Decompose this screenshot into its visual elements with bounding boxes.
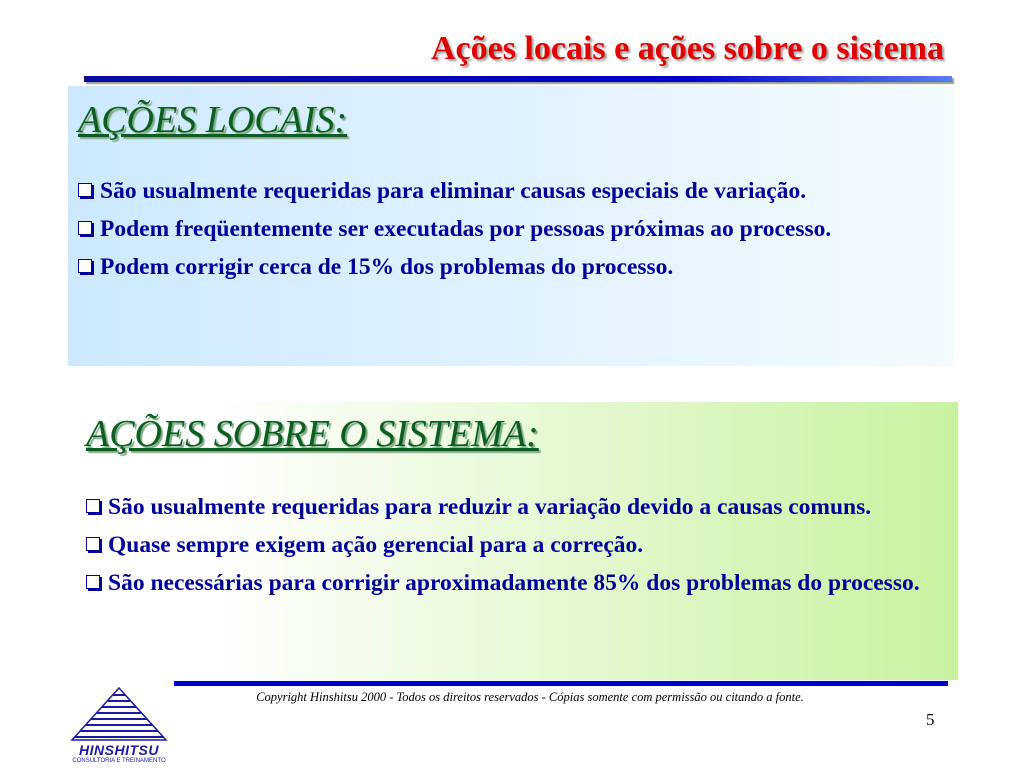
list-item [86, 564, 952, 602]
list-item [78, 210, 938, 248]
title-divider [84, 76, 952, 82]
pyramid-logo-icon [68, 686, 170, 744]
logo-wordmark: HINSHITSU [79, 742, 159, 758]
system-actions-panel [76, 402, 958, 680]
list-item [86, 488, 952, 526]
bullet-text: São necessárias para corrigir aproximadamente 85% dos problemas do processo. [108, 570, 920, 596]
bullet-text: Podem freqüentemente ser executadas por pessoas próximas ao processo. [100, 216, 832, 242]
bullet-text: Quase sempre exigem ação gerencial para a correção. [108, 532, 644, 558]
checkbox-bullet-icon [78, 183, 92, 197]
checkbox-bullet-icon [86, 499, 100, 513]
list-item [86, 526, 952, 564]
slide-title: Ações locais e ações sobre o sistema [430, 30, 944, 67]
checkbox-bullet-icon [78, 221, 92, 235]
page-number: 5 [926, 710, 935, 729]
bullet-text: São usualmente requeridas para eliminar causas especiais de variação. [100, 178, 807, 204]
bullet-text: São usualmente requeridas para reduzir a variação devido a causas comuns. [108, 494, 872, 520]
system-actions-list [86, 488, 952, 602]
checkbox-bullet-icon [86, 537, 100, 551]
list-item [78, 248, 938, 286]
list-item [78, 172, 938, 210]
local-actions-list [78, 172, 938, 286]
bullet-text: Podem corrigir cerca de 15% dos problemas do processo. [100, 254, 674, 280]
checkbox-bullet-icon [78, 259, 92, 273]
local-actions-panel [68, 86, 954, 366]
logo-tagline: CONSULTORIA E TREINAMENTO [72, 758, 166, 764]
system-actions-heading: AÇÕES SOBRE O SISTEMA: [86, 413, 539, 455]
footer-divider [174, 681, 948, 686]
hinshitsu-logo [68, 686, 170, 768]
copyright-notice: Copyright Hinshitsu 2000 - Todos os direitos reservados - Cópias somente com permissão ou citando a fonte. [256, 690, 804, 704]
local-actions-heading: AÇÕES LOCAIS: [78, 99, 348, 141]
checkbox-bullet-icon [86, 575, 100, 589]
